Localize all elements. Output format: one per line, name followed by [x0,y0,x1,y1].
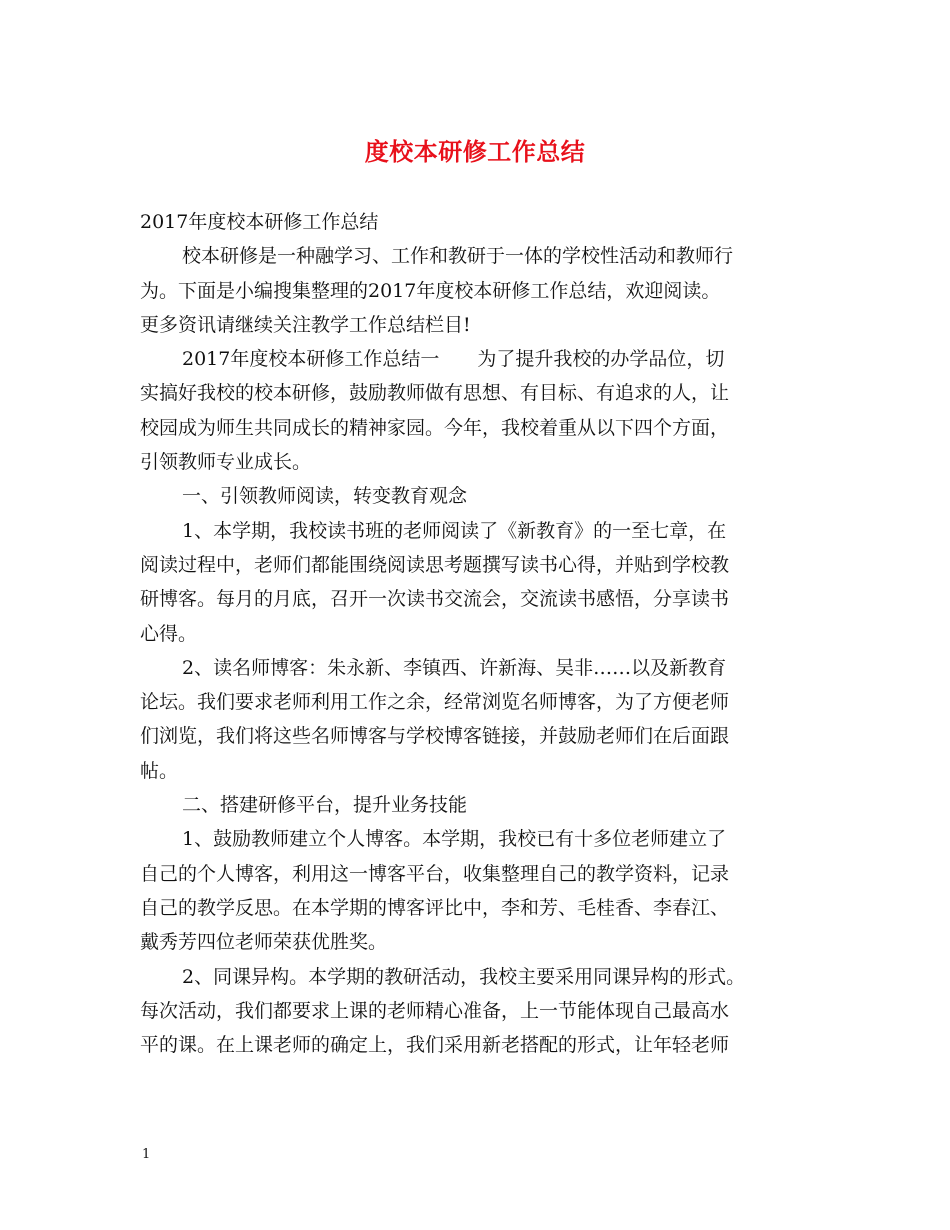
paragraph-line: 1、鼓励教师建立个人博客。本学期，我校已有十多位老师建立了 [182,828,727,851]
section-heading: 二、搭建研修平台，提升业务技能 [182,794,468,817]
paragraph-line: 阅读过程中，老师们都能围绕阅读思考题撰写读书心得，并贴到学校教 [140,553,730,576]
paragraph-line: 戴秀芳四位老师荣获优胜奖。 [140,931,388,954]
paragraph-line: 心得。 [140,622,198,645]
paragraph-line: 实搞好我校的校本研修，鼓励教师做有思想、有目标、有追求的人，让 [140,382,730,405]
subtitle-line: 2017年度校本研修工作总结 [140,211,379,233]
paragraph-line: 2、读名师博客：朱永新、李镇西、许新海、吴非……以及新教育 [182,656,727,679]
paragraph-line: 每次活动，我们都要求上课的老师精心准备，上一节能体现自己最高水 [140,999,730,1022]
page-number: 1 [142,1147,151,1162]
document-body [140,205,840,1062]
paragraph-line: 校园成为师生共同成长的精神家园。今年，我校着重从以下四个方面， [140,416,730,439]
paragraph-line: 1、本学期，我校读书班的老师阅读了《新教育》的一至七章，在 [182,519,727,542]
paragraph-line: 研博客。每月的月底，召开一次读书交流会，交流读书感悟，分享读书 [140,588,730,611]
section-heading: 一、引领教师阅读，转变教育观念 [182,485,468,508]
paragraph-line: 校本研修是一种融学习、工作和教研于一体的学校性活动和教师行 [182,245,734,268]
paragraph-line: 平的课。在上课老师的确定上，我们采用新老搭配的形式，让年轻老师 [140,1034,730,1057]
paragraph-line: 们浏览，我们将这些名师博客与学校博客链接，并鼓励老师们在后面跟 [140,725,730,748]
paragraph-line: 2、同课异构。本学期的教研活动，我校主要采用同课异构的形式。 [182,965,746,988]
paragraph-line: 自己的教学反思。在本学期的博客评比中，李和芳、毛桂香、李春江、 [140,896,730,919]
paragraph-line: 为。下面是小编搜集整理的2017年度校本研修工作总结，欢迎阅读。 [140,279,721,302]
paragraph-line: 更多资讯请继续关注教学工作总结栏目! [140,313,471,336]
paragraph-line: 帖。 [140,759,179,782]
paragraph-line: 自己的个人博客，利用这一博客平台，收集整理自己的教学资料，记录 [140,862,730,885]
paragraph-line: 引领教师专业成长。 [140,451,312,474]
document-title: 度校本研修工作总结 [364,137,586,166]
paragraph-line: 论坛。我们要求老师利用工作之余，经常浏览名师博客，为了方便老师 [140,691,730,714]
paragraph-line: 2017年度校本研修工作总结一 为了提升我校的办学品位，切 [182,348,725,371]
